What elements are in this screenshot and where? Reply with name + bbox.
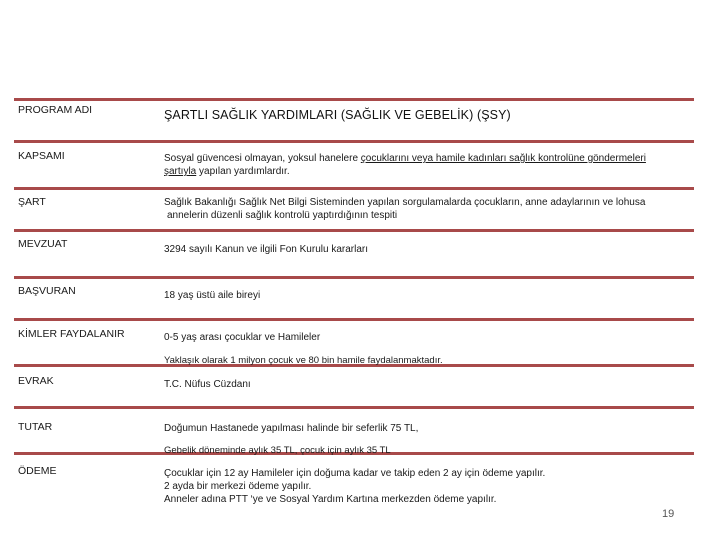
scope-underlined-text: şartıyla: [164, 166, 197, 177]
amount-label: TUTAR: [18, 421, 53, 433]
beneficiaries-label: KİMLER FAYDALANIR: [18, 328, 125, 340]
row-separator: [14, 318, 694, 321]
payment-line: Çocuklar için 12 ay Hamileler için doğuma kadar ve takip eden 2 ay için ödeme yapılır.: [164, 468, 546, 479]
row-separator: [14, 187, 694, 190]
row-separator: [14, 98, 694, 101]
scope-label: KAPSAMI: [18, 150, 65, 162]
beneficiaries-count: Yaklaşık olarak 1 milyon çocuk ve 80 bin hamile faydalanmaktadır.: [164, 355, 443, 366]
payment-line: 2 ayda bir merkezi ödeme yapılır.: [164, 481, 312, 492]
amount-value: Doğumun Hastanede yapılması halinde bir seferlik 75 TL,: [164, 423, 419, 434]
amount-value-2: Gebelik döneminde aylık 35 TL, çocuk için aylık 35 TL: [164, 445, 391, 456]
payment-label: ÖDEME: [18, 465, 57, 477]
program-title: ŞARTLI SAĞLIK YARDIMLARI (SAĞLIK VE GEBELİK) (ŞSY): [164, 108, 511, 122]
condition-line: annelerin düzenli sağlık kontrolü yaptırdığının tespiti: [167, 210, 398, 221]
condition-value: [164, 196, 645, 222]
legislation-value: 3294 sayılı Kanun ve ilgili Fon Kurulu kararları: [164, 244, 368, 255]
applicant-label: BAŞVURAN: [18, 285, 76, 297]
beneficiaries-value: 0-5 yaş arası çocuklar ve Hamileler: [164, 332, 321, 343]
payment-value: [164, 467, 545, 506]
legislation-label: MEVZUAT: [18, 238, 68, 250]
row-separator: [14, 276, 694, 279]
program-name-label: PROGRAM ADI: [18, 104, 93, 116]
page-number: 19: [662, 508, 675, 520]
condition-label: ŞART: [18, 196, 46, 208]
condition-line: Sağlık Bakanlığı Sağlık Net Bilgi Sisteminden yapılan sorgulamalarda çocukların, anne adaylarının ve lohusa: [164, 197, 646, 208]
scope-underlined-text: çocuklarını veya hamile kadınları sağlık kontrolüne göndermeleri: [360, 153, 646, 164]
scope-text: yapılan yardımlardır.: [196, 166, 290, 177]
row-separator: [14, 229, 694, 232]
row-separator: [14, 140, 694, 143]
scope-value: [164, 152, 646, 178]
payment-line: Anneler adına PTT ‘ye ve Sosyal Yardım Kartına merkezden ödeme yapılır.: [164, 494, 497, 505]
applicant-value: 18 yaş üstü aile bireyi: [164, 290, 261, 301]
documents-value: T.C. Nüfus Cüzdanı: [164, 379, 251, 390]
row-separator: [14, 406, 694, 409]
scope-text: Sosyal güvencesi olmayan, yoksul hanelere: [164, 153, 361, 164]
documents-label: EVRAK: [18, 375, 54, 387]
